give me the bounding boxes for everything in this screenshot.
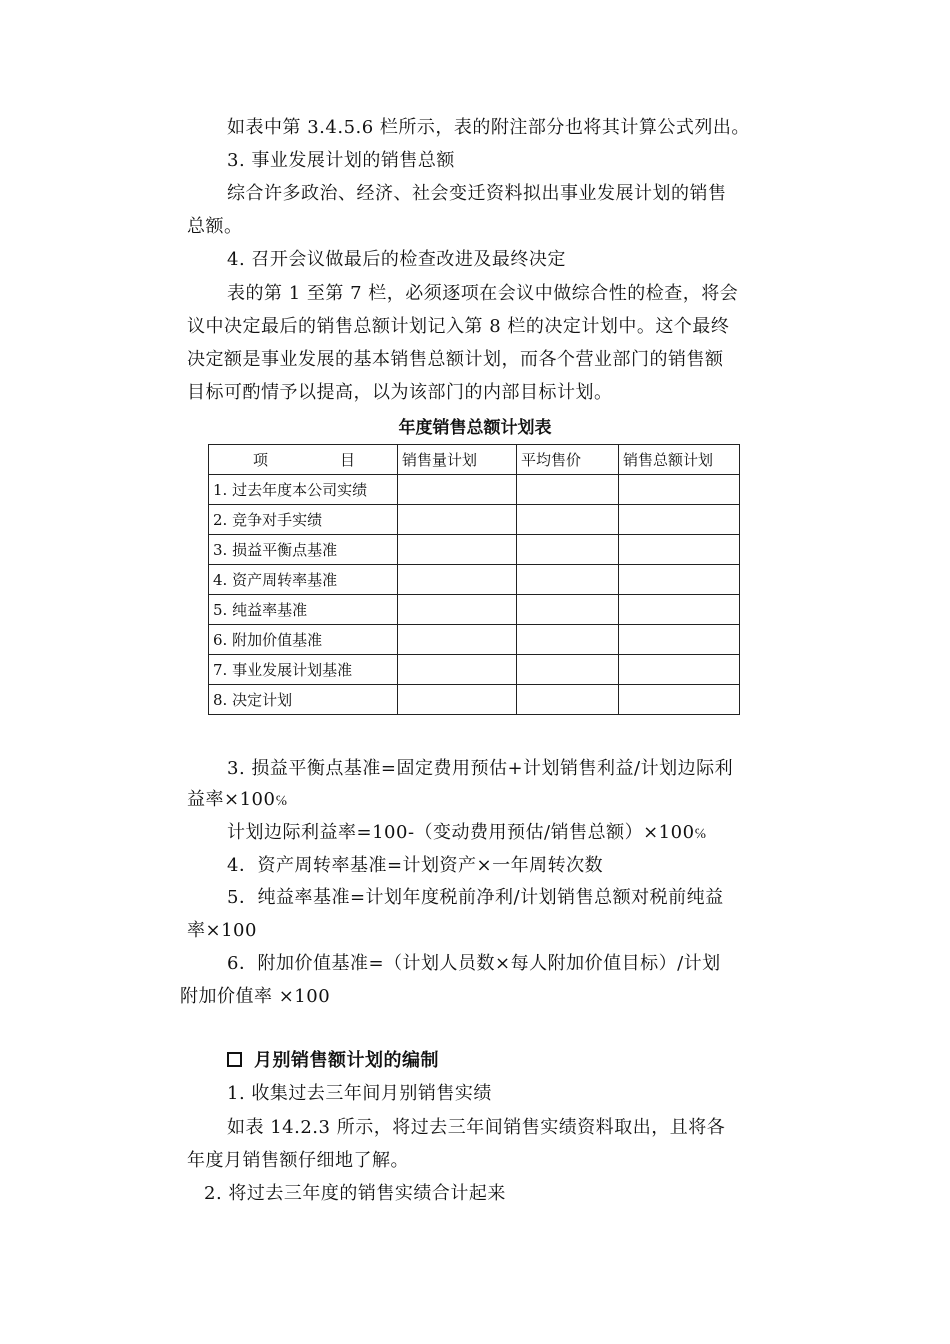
paragraph-line: 议中决定最后的销售总额计划记入第 8 栏的决定计划中。这个最终 bbox=[187, 316, 730, 337]
paragraph-line: 如表中第 3.4.5.6 栏所示，表的附注部分也将其计算公式列出。 bbox=[227, 117, 750, 138]
table-cell bbox=[517, 685, 619, 715]
row-label: 5. 纯益率基准 bbox=[209, 595, 398, 625]
section-line: 如表 14.2.3 所示，将过去三年间销售实绩资料取出，且将各 bbox=[227, 1117, 726, 1138]
header-item bbox=[209, 445, 398, 475]
table-row bbox=[209, 475, 740, 505]
note-line: 6．附加价值基准=（计划人员数×每人附加价值目标）/计划 bbox=[227, 953, 721, 974]
row-label: 8. 决定计划 bbox=[209, 685, 398, 715]
table-cell bbox=[398, 535, 517, 565]
table-title: 年度销售总额计划表 bbox=[398, 418, 552, 438]
paragraph-line: 综合许多政治、经济、社会变迁资料拟出事业发展计划的销售 bbox=[227, 183, 727, 204]
table-row bbox=[209, 655, 740, 685]
table-cell bbox=[398, 655, 517, 685]
note-line: 附加价值率 ×100 bbox=[180, 986, 331, 1007]
table-cell bbox=[398, 625, 517, 655]
table-cell bbox=[517, 595, 619, 625]
table-cell bbox=[619, 685, 740, 715]
percent-sign-icon: ℅ bbox=[275, 793, 288, 809]
table-row bbox=[209, 505, 740, 535]
row-label: 2. 竞争对手实绩 bbox=[209, 505, 398, 535]
note-line: 4．资产周转率基准=计划资产×一年周转次数 bbox=[227, 855, 604, 876]
paragraph-line: 3. 事业发展计划的销售总额 bbox=[227, 150, 455, 171]
table-cell bbox=[619, 625, 740, 655]
table-cell bbox=[517, 625, 619, 655]
table-cell bbox=[619, 595, 740, 625]
section-line: 年度月销售额仔细地了解。 bbox=[187, 1150, 409, 1171]
table-cell bbox=[398, 565, 517, 595]
header-total-sales: 销售总额计划 bbox=[619, 445, 740, 475]
table-cell bbox=[517, 655, 619, 685]
header-item-a: 项 bbox=[253, 451, 269, 469]
table-cell bbox=[517, 505, 619, 535]
table-header-row bbox=[209, 445, 740, 475]
table-cell bbox=[398, 595, 517, 625]
row-label: 1. 过去年度本公司实绩 bbox=[209, 475, 398, 505]
table-cell bbox=[517, 535, 619, 565]
table-cell bbox=[619, 655, 740, 685]
percent-sign-icon: ℅ bbox=[694, 826, 707, 842]
table-cell bbox=[619, 505, 740, 535]
paragraph-line: 4. 召开会议做最后的检查改进及最终决定 bbox=[227, 249, 566, 270]
section-heading-text: 月别销售额计划的编制 bbox=[254, 1050, 439, 1071]
header-avg-price: 平均售价 bbox=[517, 445, 619, 475]
checkbox-square-icon bbox=[227, 1052, 242, 1067]
table-cell bbox=[517, 475, 619, 505]
paragraph-line: 总额。 bbox=[187, 216, 243, 237]
row-label: 6. 附加价值基准 bbox=[209, 625, 398, 655]
note-line: 3. 损益平衡点基准=固定费用预估+计划销售利益/计划边际利 bbox=[227, 758, 734, 779]
note-line: 5．纯益率基准=计划年度税前净利/计划销售总额对税前纯益 bbox=[227, 887, 724, 908]
table-cell bbox=[619, 565, 740, 595]
note-text: 计划边际利益率=100-（变动费用预估/销售总额）×100 bbox=[227, 822, 695, 843]
table-cell bbox=[398, 475, 517, 505]
table-cell bbox=[398, 685, 517, 715]
header-sales-volume: 销售量计划 bbox=[398, 445, 517, 475]
table-row bbox=[209, 535, 740, 565]
header-item-b: 目 bbox=[339, 451, 355, 469]
paragraph-line: 决定额是事业发展的基本销售总额计划，而各个营业部门的销售额 bbox=[187, 349, 724, 370]
sales-plan-table bbox=[208, 444, 740, 715]
table-row bbox=[209, 685, 740, 715]
paragraph-line: 目标可酌情予以提高，以为该部门的内部目标计划。 bbox=[187, 382, 613, 403]
note-text: 益率×100 bbox=[187, 789, 276, 810]
row-label: 4. 资产周转率基准 bbox=[209, 565, 398, 595]
section-line: 2. 将过去三年度的销售实绩合计起来 bbox=[204, 1183, 506, 1204]
table-cell bbox=[517, 565, 619, 595]
table-cell bbox=[619, 535, 740, 565]
table-cell bbox=[619, 475, 740, 505]
section-line: 1. 收集过去三年间月别销售实绩 bbox=[227, 1083, 492, 1104]
note-line bbox=[187, 789, 288, 812]
table-cell bbox=[398, 505, 517, 535]
row-label: 3. 损益平衡点基准 bbox=[209, 535, 398, 565]
table-row bbox=[209, 595, 740, 625]
table-row bbox=[209, 565, 740, 595]
row-label: 7. 事业发展计划基准 bbox=[209, 655, 398, 685]
section-heading bbox=[227, 1050, 439, 1072]
note-line bbox=[227, 822, 707, 845]
paragraph-line: 表的第 1 至第 7 栏，必须逐项在会议中做综合性的检查，将会 bbox=[227, 283, 739, 304]
table-row bbox=[209, 625, 740, 655]
note-line: 率×100 bbox=[187, 920, 257, 941]
